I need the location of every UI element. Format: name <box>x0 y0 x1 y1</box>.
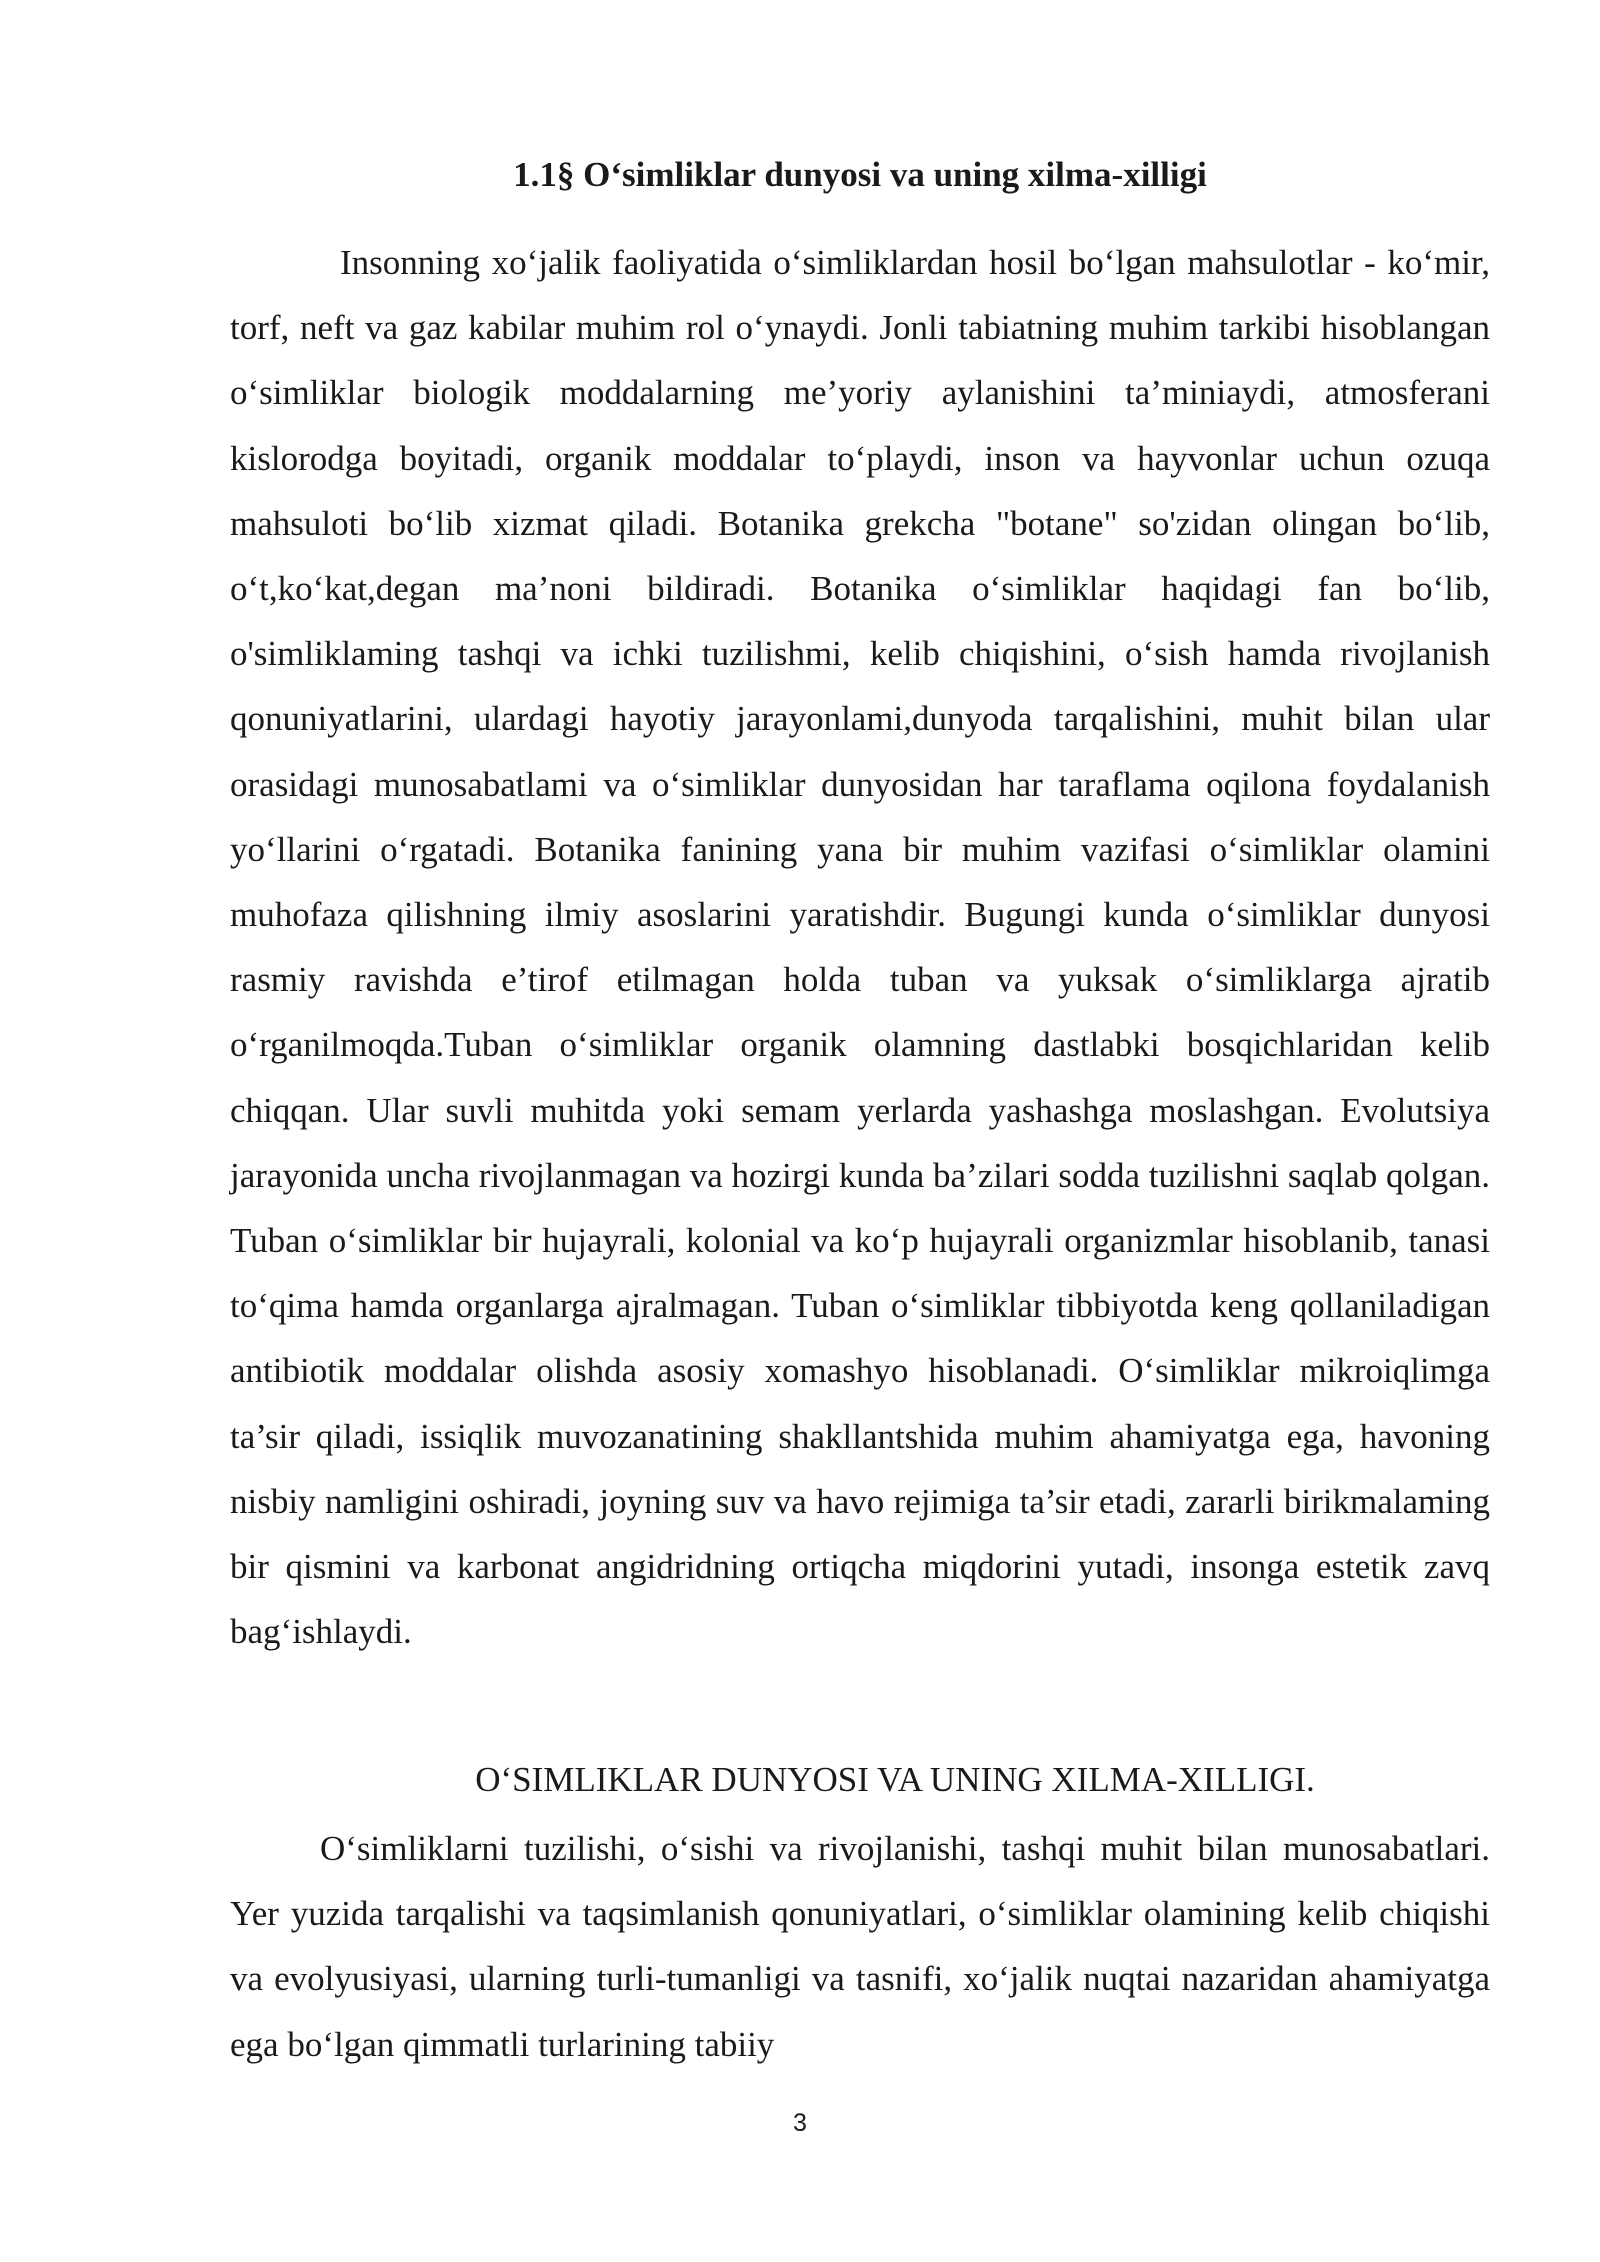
body-paragraph-2: O‘simliklarni tuzilishi, o‘sishi va rivojlanishi, tashqi muhit bilan munosabatlari. Yer yuzida tarqalishi va taqsimlanish qonuniyatlari, o‘simliklar olamining kelib chiqishi va evolyusiyasi, ularning turli-tumanligi va tasnifi, xo‘jalik nuqtai nazaridan ahamiyatga ega bo‘lgan qimmatli turlarining tabiiy <box>230 1829 1490 2064</box>
section-title: 1.1§ O‘simliklar dunyosi va uning xilma-xilligi <box>513 155 1207 194</box>
body-paragraph-1: Insonning xo‘jalik faoliyatida o‘simliklardan hosil bo‘lgan mahsulotlar - ko‘mir, torf, neft va gaz kabilar muhim rol o‘ynaydi. Jonli tabiatning muhim tarkibi hisoblangan o‘simliklar biologik moddalarning me’yoriy aylanishini ta’miniaydi, atmosferani kislorodga boyitadi, organik moddalar to‘playdi, inson va hayvonlar uchun ozuqa mahsuloti bo‘lib xizmat qiladi. Botanika grekcha "botane" so'zidan olingan bo‘lib, o‘t,ko‘kat,degan ma’noni bildiradi. Botanika o‘simliklar haqidagi fan bo‘lib, o'simliklaming tashqi va ichki tuzilishmi, kelib chiqishini, o‘sish hamda rivojlanish qonuniyatlarini, ulardagi hayotiy jarayonlami,dunyoda tarqalishini, muhit bilan ular orasidagi munosabatlami va o‘simliklar dunyosidan har taraflama oqilona foydalanish yo‘llarini o‘rgatadi. Botanika fanining yana bir muhim vazifasi o‘simliklar olamini muhofaza qilishning ilmiy asoslarini yaratishdir. Bugungi kunda o‘simliklar dunyosi rasmiy ravishda e’tirof etilmagan holda tuban va yuksak o‘simliklarga ajratib o‘rganilmoqda.Tuban o‘simliklar organik olamning dastlabki bosqichlaridan kelib chiqqan. Ular suvli muhitda yoki semam yerlarda yashashga moslashgan. Evolutsiya jarayonida uncha rivojlanmagan va hozirgi kunda ba’zilari sodda tuzilishni saqlab qolgan. Tuban o‘simliklar bir hujayrali, kolonial va ko‘p hujayrali organizmlar hisoblanib, tanasi to‘qima hamda organlarga ajralmagan. Tuban o‘simliklar tibbiyotda keng qollaniladigan antibiotik moddalar olishda asosiy xomashyo hisoblanadi. O‘simliklar mikroiqlimga ta’sir qiladi, issiqlik muvozanatining shakllantshida muhim ahamiyatga ega, havoning nisbiy namligini oshiradi, joyning suv va havo rejimiga ta’sir etadi, zararli birikmalaming bir qismini va karbonat angidridning ortiqcha miqdorini yutadi, insonga estetik zavq bag‘ishlaydi. <box>230 243 1490 1652</box>
page-number: 3 <box>793 2109 807 2137</box>
section-subheading: O‘SIMLIKLAR DUNYOSI VA UNING XILMA-XILLIGI. <box>475 1760 1315 1799</box>
